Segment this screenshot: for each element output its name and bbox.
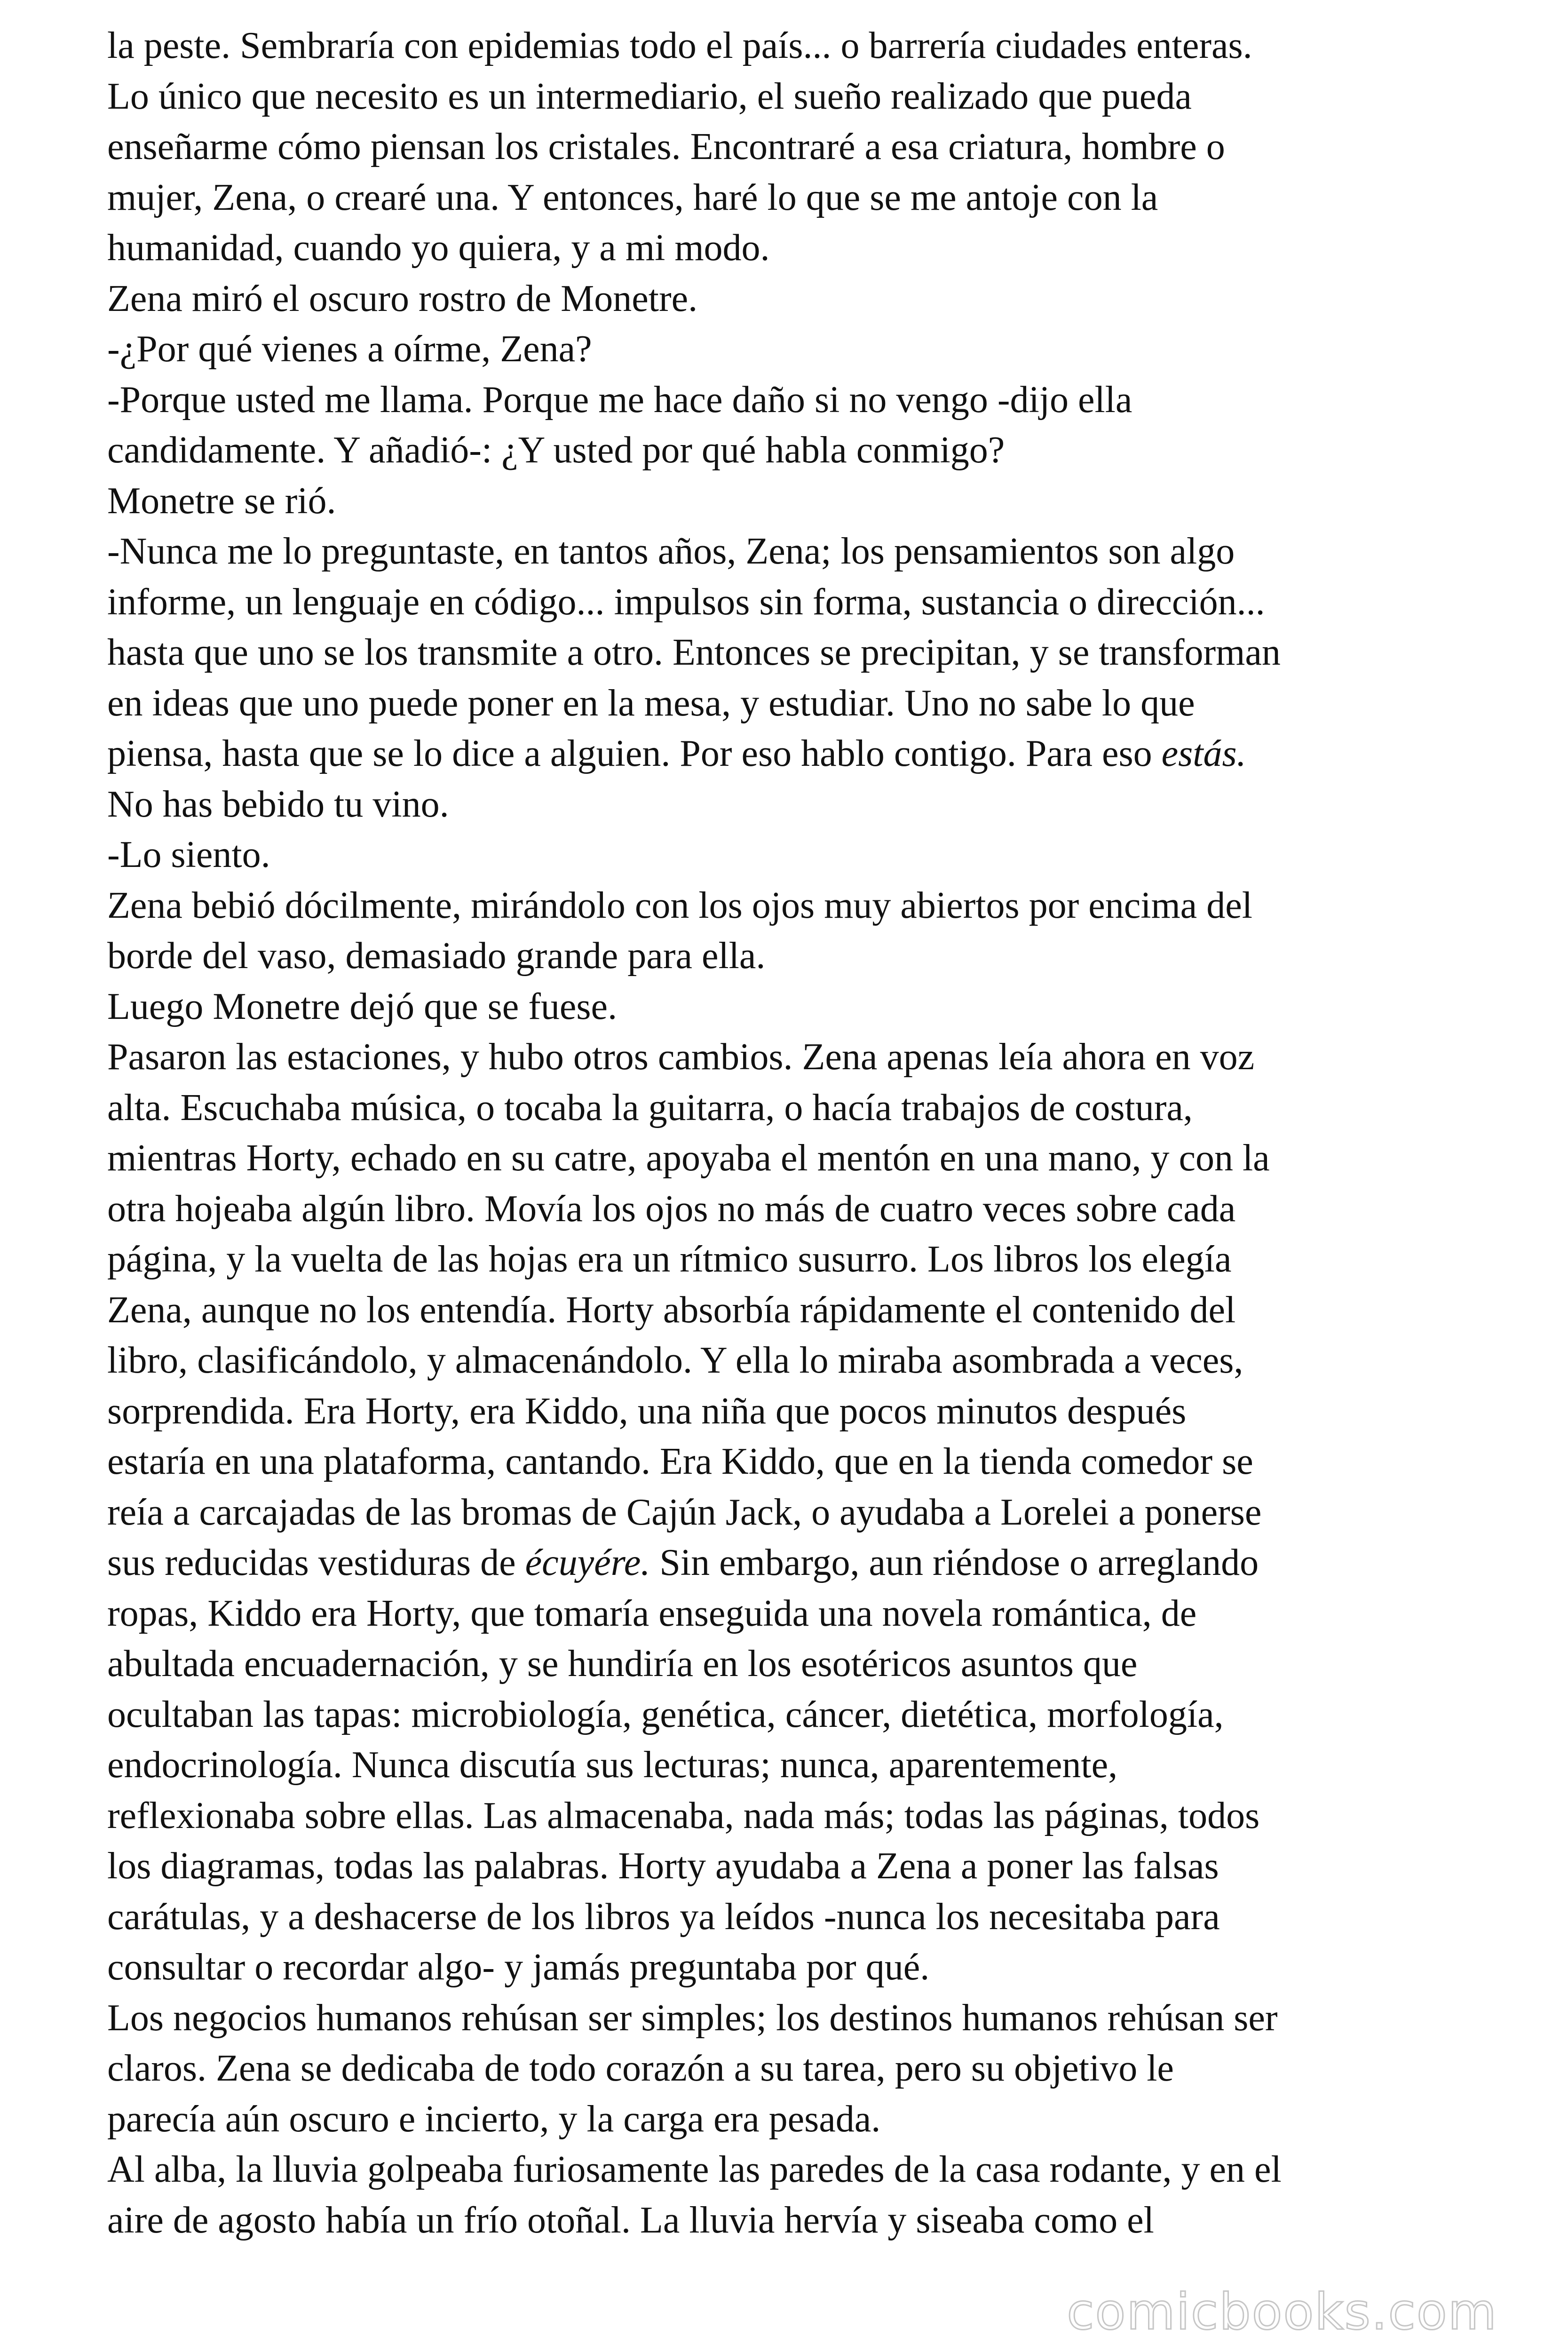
text-line [107,274,1499,325]
text-run: sus reducidas vestiduras de [107,1542,525,1583]
text-line [107,2145,1499,2195]
text-run: sorprendida. Era Horty, era Kiddo, una niña que pocos minutos después [107,1390,1187,1432]
text-run: Zena miró el oscuro rostro de Monetre. [107,278,698,319]
text-line [107,1740,1499,1791]
text-run: mujer, Zena, o crearé una. Y entonces, haré lo que se me antoje con la [107,176,1158,218]
text-run: ocultaban las tapas: microbiología, genética, cáncer, dietética, morfología, [107,1693,1224,1735]
text-line [107,1892,1499,1943]
text-run: No has bebido tu vino. [107,783,449,825]
text-run: Al alba, la lluvia golpeaba furiosamente las paredes de la casa rodante, y en el [107,2149,1282,2190]
text-run: endocrinología. Nunca discutía sus lecturas; nunca, aparentemente, [107,1744,1118,1786]
text-run: Sin embargo, aun riéndose o arreglando [650,1542,1259,1583]
text-line [107,425,1499,476]
text-run: claros. Zena se dedicaba de todo corazón a su tarea, pero su objetivo le [107,2048,1174,2089]
text-run: en ideas que uno puede poner en la mesa, y estudiar. Uno no sabe lo que [107,682,1195,724]
text-line [107,1184,1499,1235]
text-line [107,2195,1499,2246]
text-line [107,1234,1499,1285]
text-run: otra hojeaba algún libro. Movía los ojos no más de cuatro veces sobre cada [107,1188,1236,1230]
text-line [107,1335,1499,1386]
watermark: comicbooks.com [1067,2283,1497,2341]
text-run: reía a carcajadas de las bromas de Cajún Jack, o ayudaba a Lorelei a ponerse [107,1491,1262,1533]
text-run: Zena bebió dócilmente, mirándolo con los ojos muy abiertos por encima del [107,884,1252,926]
text-run: Luego Monetre dejó que se fuese. [107,985,618,1027]
text-line [107,577,1499,628]
text-line [107,375,1499,426]
text-line [107,1386,1499,1437]
text-line [107,223,1499,274]
italic-text-run: écuyére. [525,1542,650,1583]
text-line [107,1538,1499,1589]
text-run: ropas, Kiddo era Horty, que tomaría enseguida una novela romántica, de [107,1592,1197,1634]
text-line [107,324,1499,375]
text-run: candidamente. Y añadió-: ¿Y usted por qué habla conmigo? [107,429,1005,471]
text-run: -¿Por qué vienes a oírme, Zena? [107,328,592,370]
text-line [107,173,1499,223]
text-line [107,678,1499,729]
text-line [107,1285,1499,1336]
text-run: alta. Escuchaba música, o tocaba la guitarra, o hacía trabajos de costura, [107,1087,1193,1128]
text-line [107,1942,1499,1993]
text-line [107,1690,1499,1740]
text-run: libro, clasificándolo, y almacenándolo. Y ella lo miraba asombrada a veces, [107,1340,1243,1381]
text-line [107,1639,1499,1690]
text-run: abultada encuadernación, y se hundiría en los esotéricos asuntos que [107,1643,1138,1685]
text-run: -Porque usted me llama. Porque me hace daño si no vengo -dijo ella [107,379,1132,421]
text-line [107,830,1499,881]
text-line [107,526,1499,577]
text-line [107,2043,1499,2094]
text-run: los diagramas, todas las palabras. Horty ayudaba a Zena a poner las falsas [107,1845,1219,1887]
text-run: Los negocios humanos rehúsan ser simples; los destinos humanos rehúsan ser [107,1997,1278,2039]
text-line [107,628,1499,678]
text-line [107,122,1499,173]
text-line [107,1791,1499,1842]
text-run: consultar o recordar algo- y jamás preguntaba por qué. [107,1947,930,1988]
text-line [107,982,1499,1033]
text-run: borde del vaso, demasiado grande para ella. [107,935,766,977]
text-line [107,476,1499,527]
body-text [107,21,1499,2246]
text-run: humanidad, cuando yo quiera, y a mi modo. [107,227,770,269]
text-run: informe, un lenguaje en código... impulsos sin forma, sustancia o dirección... [107,581,1265,623]
text-line [107,2094,1499,2145]
text-run: Monetre se rió. [107,480,336,522]
text-line [107,1437,1499,1487]
text-line [107,729,1499,779]
text-run: mientras Horty, echado en su catre, apoyaba el mentón en una mano, y con la [107,1137,1270,1179]
text-line [107,72,1499,122]
text-line [107,779,1499,830]
text-run: enseñarme cómo piensan los cristales. Encontraré a esa criatura, hombre o [107,126,1225,167]
text-line [107,1841,1499,1892]
text-run: parecía aún oscuro e incierto, y la carga era pesada. [107,2098,881,2140]
text-line [107,1589,1499,1639]
text-run: Lo único que necesito es un intermediario, el sueño realizado que pueda [107,75,1192,117]
text-line [107,1993,1499,2044]
text-run: -Nunca me lo preguntaste, en tantos años, Zena; los pensamientos son algo [107,531,1235,572]
text-run: reflexionaba sobre ellas. Las almacenaba, nada más; todas las páginas, todos [107,1795,1260,1836]
text-line [107,1083,1499,1134]
italic-text-run: estás. [1161,733,1246,774]
text-line [107,1032,1499,1083]
text-run: hasta que uno se los transmite a otro. Entonces se precipitan, y se transforman [107,632,1281,673]
text-run: -Lo siento. [107,834,270,875]
text-line [107,881,1499,931]
text-run: Pasaron las estaciones, y hubo otros cambios. Zena apenas leía ahora en voz [107,1036,1255,1078]
text-run: carátulas, y a deshacerse de los libros ya leídos -nunca los necesitaba para [107,1896,1220,1938]
text-run: Zena, aunque no los entendía. Horty absorbía rápidamente el contenido del [107,1289,1236,1331]
text-line [107,21,1499,72]
text-line [107,1487,1499,1538]
text-run: piensa, hasta que se lo dice a alguien. Por eso hablo contigo. Para eso [107,733,1162,774]
text-line [107,1133,1499,1184]
text-run: página, y la vuelta de las hojas era un rítmico susurro. Los libros los elegía [107,1239,1232,1280]
text-run: la peste. Sembraría con epidemias todo el país... o barrería ciudades enteras. [107,25,1252,66]
text-line [107,931,1499,982]
text-run: aire de agosto había un frío otoñal. La lluvia hervía y siseaba como el [107,2199,1154,2241]
text-run: estaría en una plataforma, cantando. Era Kiddo, que en la tienda comedor se [107,1441,1253,1482]
